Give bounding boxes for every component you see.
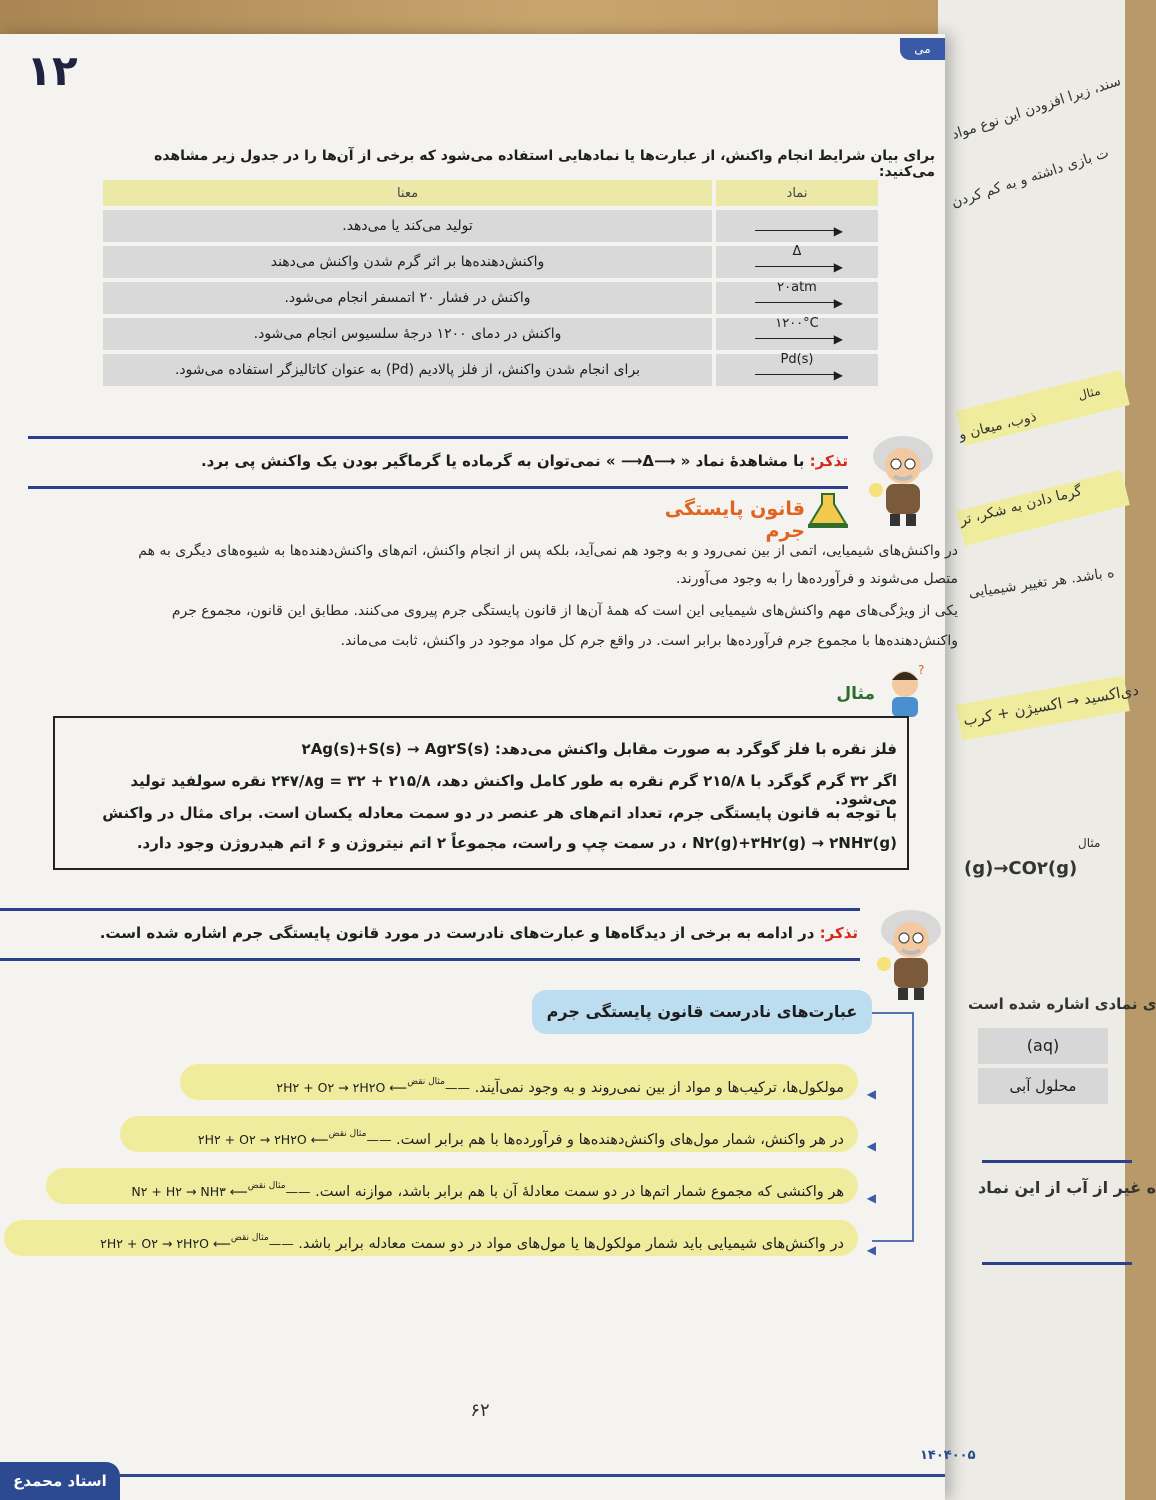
svg-text:?: ? [918, 663, 925, 677]
footer-rule [120, 1474, 945, 1477]
page-number: ۶۲ [470, 1400, 490, 1421]
reaction-arrow-icon: ۱۲۰۰°C ▶ [751, 319, 843, 345]
adjacent-line: سند، زیرا افزودن این نوع مواد [949, 73, 1123, 143]
reminder-1 [100, 452, 848, 470]
meaning-cell: واکنش در دمای ۱۲۰۰ درجهٔ سلسیوس انجام می‌شود. [103, 318, 712, 350]
reaction-arrow-icon: ▶ [751, 211, 843, 237]
reaction-arrow-icon: Δ ▶ [751, 247, 843, 273]
adjacent-line: (g)→CO۲(g) [964, 858, 1078, 879]
meaning-cell: تولید می‌کند یا می‌دهد. [103, 210, 712, 242]
thinking-kid-icon [880, 664, 930, 720]
reminder-text: با مشاهدهٔ نماد « ⟶Δ⟶ » نمی‌توان به گرماده یا گرماگیر بودن یک واکنش پی برد. [200, 452, 805, 470]
header-meaning: معنا [103, 180, 712, 206]
adjacent-page [938, 0, 1156, 1500]
adjacent-line: مثال [1076, 383, 1102, 403]
adjacent-line: ی نمادی اشاره شده است [968, 995, 1156, 1013]
counter-example: ۲H۲ + O۲ → ۲H۲O ⟵$^{مثال نقض}$—— [100, 1233, 294, 1251]
symbol-cell [712, 318, 878, 350]
example-line: با توجه به قانون پایستگی جرم، تعداد اتم‌های هر عنصر در دو سمت معادله یکسان است. برای مثال در واکنش [102, 804, 897, 822]
pointer-arrow-icon: ◀ [866, 1243, 876, 1257]
reminder-2 [60, 924, 858, 942]
reminder-key: تذکر: [809, 452, 848, 470]
section-title: قانون پایستگی جرم [664, 498, 805, 542]
reminder-top-rule [0, 908, 860, 911]
example-box [53, 716, 909, 870]
pointer-arrow-icon: ◀ [866, 1139, 876, 1153]
adjacent-rule [982, 1160, 1132, 1163]
counter-example: ۲H۲ + O۲ → ۲H۲O ⟵$^{مثال نقض}$—— [276, 1077, 470, 1095]
misconception-item [120, 1116, 876, 1153]
table-row [103, 318, 878, 350]
table-row [103, 282, 878, 314]
table-header-row [103, 180, 878, 206]
symbol-cell [712, 210, 878, 242]
misconception-text: در هر واکنش، شمار مول‌های واکنش‌دهنده‌ها و فرآورده‌ها با هم برابر است. [396, 1132, 844, 1148]
pointer-arrow-icon: ◀ [866, 1087, 876, 1101]
counter-example: ۲H۲ + O۲ → ۲H۲O ⟵$^{مثال نقض}$—— [197, 1129, 392, 1147]
adjacent-rule [982, 1262, 1132, 1265]
adjacent-line: ذوب، میعان و [957, 408, 1039, 444]
adjacent-line: گرما دادن به شکر، تر [957, 483, 1084, 529]
misconceptions-title: عبارت‌های نادرست قانون پایستگی جرم [532, 990, 872, 1034]
example-title: مثال [836, 684, 875, 704]
flask-icon [806, 490, 850, 530]
adjacent-line: مثال [1078, 836, 1101, 850]
footer-author-tab: استاد محمدع [0, 1462, 120, 1500]
table-row [103, 354, 878, 386]
misconception-text: در واکنش‌های شیمیایی باید شمار مولکول‌ها یا مول‌های مواد در دو سمت معادله برابر باشد. [298, 1236, 844, 1252]
adjacent-line: ه باشد. هر تغییر شیمیایی [967, 564, 1116, 602]
meaning-cell: برای انجام شدن واکنش، از فلز پالادیم (Pd) به عنوان کاتالیزگر استفاده می‌شود. [103, 354, 712, 386]
scientist-mascot-icon [858, 428, 948, 528]
misconceptions-connector [872, 1012, 914, 1242]
example-line: N۲(g)+۳H۲(g) → ۲NH۳(g) ، در سمت چپ و راست، مجموعاً ۲ اتم نیتروژن و ۶ اتم هیدروژن وجود دارد. [136, 834, 897, 852]
adjacent-line: ه غیر از آب از این نماد [978, 1178, 1156, 1197]
symbols-table [103, 176, 878, 390]
intro-text: برای بیان شرایط انجام واکنش، از عبارت‌ها یا نمادهایی استفاده می‌شود که برخی از آن‌ها را در جدول زیر مشاهده می‌کنید: [154, 148, 935, 180]
pointer-arrow-icon: ◀ [866, 1191, 876, 1205]
adjacent-line: دی‌اکسید → اکسیژن + کرب [961, 680, 1140, 730]
misconception-text: مولکول‌ها، ترکیب‌ها و مواد از بین نمی‌روند و به وجود نمی‌آیند. [474, 1080, 844, 1096]
scientist-mascot-icon [866, 902, 956, 1002]
example-line: اگر ۳۲ گرم گوگرد با ۲۱۵/۸ گرم نقره به طور کامل واکنش دهد، ۲۱۵/۸ + ۳۲ = ۲۴۷/۸g نقره سولفید تولید می‌شود. [130, 772, 897, 808]
symbol-cell [712, 246, 878, 278]
reminder-top-rule [28, 436, 848, 439]
reminder-bottom-rule [0, 958, 860, 961]
misconception-item [180, 1064, 876, 1101]
table-row [103, 246, 878, 278]
symbol-cell [712, 354, 878, 386]
reaction-arrow-icon: ۲۰atm ▶ [751, 283, 843, 309]
symbol-cell [712, 282, 878, 314]
reaction-arrow-icon: Pd(s) ▶ [751, 355, 843, 381]
adjacent-cell: محلول آبی [978, 1068, 1108, 1104]
meaning-cell: واکنش در فشار ۲۰ اتمسفر انجام می‌شود. [103, 282, 712, 314]
chapter-tab: می [900, 38, 945, 60]
chapter-number: ۱۲ [26, 46, 78, 95]
meaning-cell: واکنش‌دهنده‌ها بر اثر گرم شدن واکنش می‌دهند [103, 246, 712, 278]
reminder-text: در ادامه به برخی از دیدگاه‌ها و عبارت‌های نادرست در مورد قانون پایستگی جرم اشاره شده است. [99, 924, 815, 942]
paragraph-line: یکی از ویژگی‌های مهم واکنش‌های شیمیایی این است که همهٔ آن‌ها از قانون پایستگی جرم پیروی می‌کنند. مطابق این قانون، مجموع جرم [171, 603, 958, 619]
footer-code: ۱۴۰۴۰۰۵ [920, 1448, 976, 1463]
table-row [103, 210, 878, 242]
header-symbol: نماد [712, 180, 878, 206]
paragraph-line: واکنش‌دهنده‌ها با مجموع جرم فرآورده‌ها برابر است. در واقع جرم کل مواد موجود در واکنش، ثابت می‌ماند. [340, 633, 958, 649]
paragraph-line: متصل می‌شوند و فرآورده‌ها را به وجود می‌آورند. [675, 571, 958, 587]
reminder-key: تذکر: [819, 924, 858, 942]
misconception-item [4, 1220, 876, 1257]
paragraph-line: در واکنش‌های شیمیایی، اتمی از بین نمی‌رود و به وجود هم نمی‌آید، بلکه پس از انجام واکنش، اتم‌های واکنش‌دهنده‌ها به شیوه‌های دیگری به هم [138, 543, 958, 559]
misconception-item [46, 1168, 876, 1205]
adjacent-cell: (aq) [978, 1028, 1108, 1064]
adjacent-line: ت بازی داشته و به کم کردن [949, 144, 1111, 212]
example-line: فلز نقره با فلز گوگرد به صورت مقابل واکنش می‌دهد: ۲Ag(s)+S(s) → Ag۲S(s) [301, 740, 897, 758]
counter-example: N۲ + H۲ → NH۳ ⟵$^{مثال نقض}$—— [131, 1181, 311, 1199]
reminder-bottom-rule [28, 486, 848, 489]
misconception-text: هر واکنشی که مجموع شمار اتم‌ها در دو سمت معادلهٔ آن با هم برابر باشد، موازنه است. [315, 1184, 844, 1200]
